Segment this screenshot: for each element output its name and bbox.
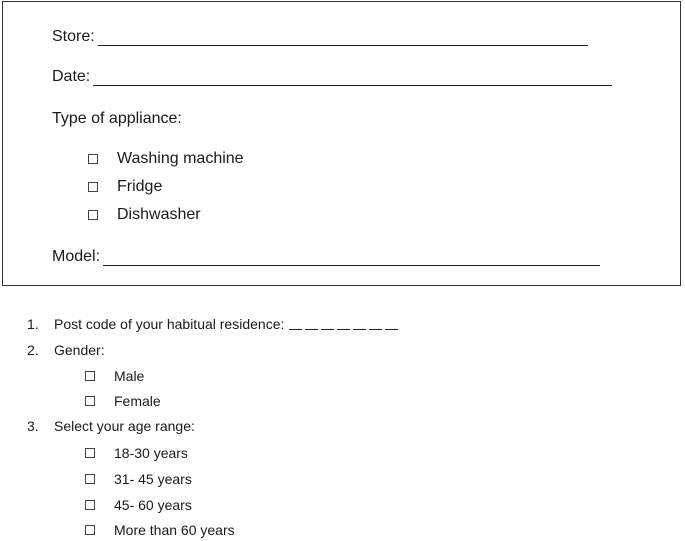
date-input-line[interactable]: [93, 71, 612, 86]
age-option-31-45[interactable]: [85, 471, 192, 487]
appliance-option-washing-machine[interactable]: [88, 150, 244, 168]
store-label: Store:: [52, 28, 95, 45]
checkbox[interactable]: [85, 525, 95, 535]
model-input-line[interactable]: [103, 251, 600, 266]
appliance-option-fridge[interactable]: [88, 178, 162, 196]
checkbox[interactable]: [88, 182, 98, 192]
question-text: Gender:: [54, 342, 105, 358]
option-label: Dishwasher: [117, 206, 201, 223]
appliance-option-dishwasher[interactable]: [88, 206, 201, 224]
option-label: Female: [114, 393, 161, 409]
store-input-line[interactable]: [98, 31, 588, 46]
question-gender: [27, 342, 105, 358]
option-label: Male: [114, 368, 145, 384]
checkbox[interactable]: [85, 474, 95, 484]
model-label: Model:: [52, 248, 101, 265]
checkbox[interactable]: [85, 500, 95, 510]
option-label: 31- 45 years: [114, 471, 192, 487]
option-label: More than 60 years: [114, 522, 235, 538]
date-field: [52, 68, 612, 86]
question-text: Select your age range:: [54, 418, 195, 434]
age-option-45-60[interactable]: [85, 497, 192, 513]
option-label: Fridge: [117, 178, 163, 195]
checkbox[interactable]: [85, 448, 95, 458]
question-text: Post code of your habitual residence:: [54, 316, 285, 332]
question-number: 1.: [27, 316, 39, 332]
model-field: [52, 248, 600, 266]
option-label: 18-30 years: [114, 445, 188, 461]
date-label: Date:: [52, 68, 91, 85]
age-option-over-60[interactable]: [85, 522, 235, 538]
checkbox[interactable]: [85, 396, 95, 406]
checkbox[interactable]: [88, 154, 98, 164]
question-number: 3.: [27, 418, 39, 434]
age-option-18-30[interactable]: [85, 445, 188, 461]
question-postcode: [27, 316, 398, 332]
checkbox[interactable]: [85, 371, 95, 381]
question-number: 2.: [27, 342, 39, 358]
appliance-type-label: Type of appliance:: [52, 110, 182, 127]
gender-option-male[interactable]: [85, 368, 144, 384]
question-age-range: [27, 418, 195, 434]
checkbox[interactable]: [88, 210, 98, 220]
postcode-input-dashes[interactable]: [289, 316, 398, 332]
appliance-type-heading: [52, 110, 182, 128]
store-field: [52, 28, 588, 46]
option-label: Washing machine: [117, 150, 244, 167]
option-label: 45- 60 years: [114, 497, 192, 513]
gender-option-female[interactable]: [85, 393, 161, 409]
